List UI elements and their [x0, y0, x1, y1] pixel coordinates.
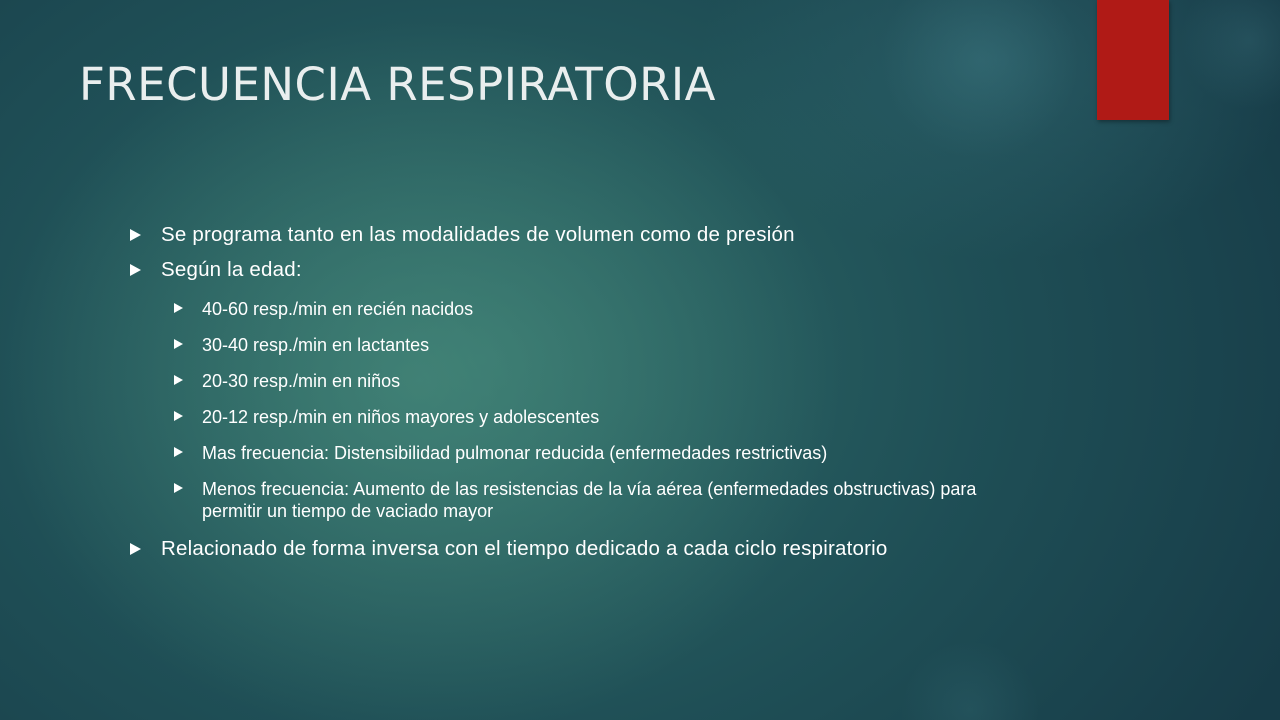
sub-bullet-list	[130, 298, 1020, 522]
arrow-bullet-icon	[130, 543, 141, 555]
background-bokeh	[900, 640, 1040, 720]
sub-bullet-item	[174, 478, 1020, 522]
arrow-bullet-icon	[174, 303, 183, 313]
arrow-bullet-icon	[174, 375, 183, 385]
sub-bullet-text: Mas frecuencia: Distensibilidad pulmonar reducida (enfermedades restrictivas)	[202, 443, 828, 463]
bullet-item	[130, 536, 1020, 561]
bullet-text: Se programa tanto en las modalidades de volumen como de presión	[161, 223, 795, 246]
sub-bullet-text: Menos frecuencia: Aumento de las resistencias de la vía aérea (enfermedades obstructivas) para permitir un tiempo de vaciado mayor	[202, 479, 977, 521]
bullet-text: Según la edad:	[161, 258, 302, 281]
arrow-bullet-icon	[130, 264, 141, 276]
arrow-bullet-icon	[174, 339, 183, 349]
sub-bullet-text: 30-40 resp./min en lactantes	[202, 335, 430, 355]
slide-title: FRECUENCIA RESPIRATORIA	[79, 58, 716, 111]
sub-bullet-text: 20-12 resp./min en niños mayores y adolescentes	[202, 407, 600, 427]
sub-bullet-item	[174, 298, 1020, 320]
sub-bullet-item	[174, 370, 1020, 392]
background-bokeh	[1180, 0, 1280, 110]
sub-bullet-item	[174, 334, 1020, 356]
sub-bullet-text: 20-30 resp./min en niños	[202, 371, 401, 391]
sub-bullet-text: 40-60 resp./min en recién nacidos	[202, 299, 474, 319]
accent-bar	[1097, 0, 1169, 120]
arrow-bullet-icon	[130, 229, 141, 241]
arrow-bullet-icon	[174, 447, 183, 457]
arrow-bullet-icon	[174, 483, 183, 493]
bullet-text: Relacionado de forma inversa con el tiempo dedicado a cada ciclo respiratorio	[161, 537, 888, 560]
bullet-item	[130, 222, 1020, 247]
arrow-bullet-icon	[174, 411, 183, 421]
bullet-item	[130, 257, 1020, 282]
bullet-list	[130, 222, 1020, 571]
sub-bullet-item	[174, 442, 1020, 464]
background-bokeh	[880, 0, 1080, 160]
sub-bullet-item	[174, 406, 1020, 428]
